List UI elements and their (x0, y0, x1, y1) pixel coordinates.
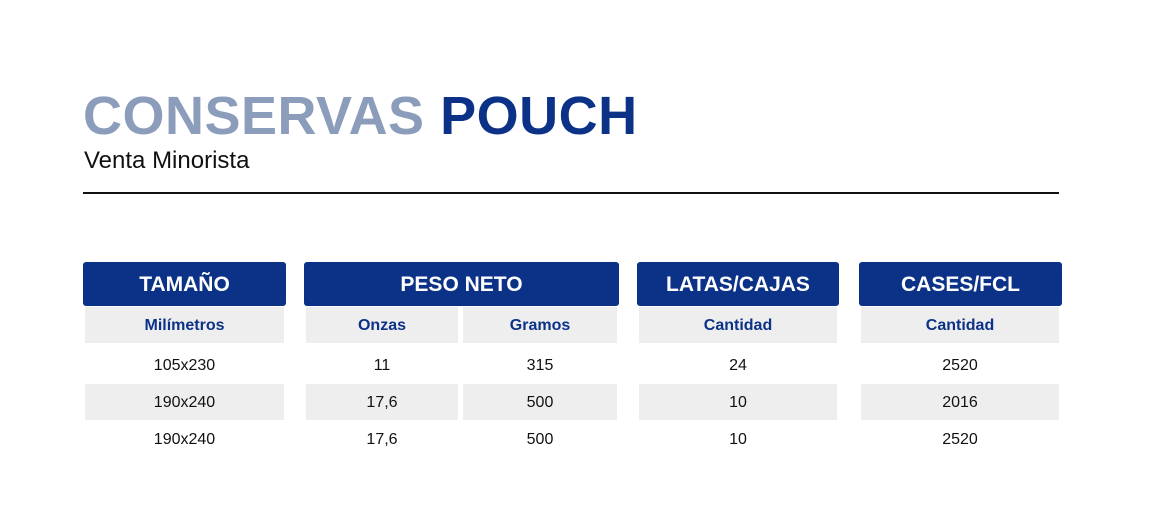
subheader-milimetros: Milímetros (85, 307, 284, 343)
subheader-cantidad-latas: Cantidad (639, 307, 837, 343)
row-1-latas: 24 (729, 357, 747, 374)
row-3-latas: 10 (729, 431, 747, 448)
row-2-onzas: 17,6 (306, 384, 458, 420)
subheader-onzas: Onzas (306, 307, 458, 343)
row-3-cases: 2520 (942, 431, 978, 448)
page-title (83, 84, 638, 148)
row-3-onzas: 17,6 (366, 431, 398, 448)
row-1-tamano: 105x230 (153, 357, 216, 374)
row-2-tamano: 190x240 (85, 384, 284, 420)
page-subtitle: Venta Minorista (84, 147, 250, 174)
row-1-onzas: 11 (373, 357, 391, 374)
row-3-tamano: 190x240 (153, 431, 216, 448)
row-2-gramos: 500 (463, 384, 617, 420)
header-cases-fcl: CASES/FCL (859, 262, 1062, 306)
row-2-latas: 10 (639, 384, 837, 420)
row-1-cases: 2520 (942, 357, 978, 374)
row-3-gramos: 500 (526, 431, 554, 448)
title-part-2: POUCH (440, 86, 638, 146)
row-1-gramos: 315 (526, 357, 554, 374)
subheader-cantidad-cases: Cantidad (861, 307, 1059, 343)
header-tamano: TAMAÑO (83, 262, 286, 306)
title-part-1: CONSERVAS (83, 86, 425, 146)
header-peso-neto: PESO NETO (304, 262, 619, 306)
header-divider (83, 192, 1059, 194)
row-2-cases: 2016 (861, 384, 1059, 420)
header-latas-cajas: LATAS/CAJAS (637, 262, 839, 306)
subheader-gramos: Gramos (463, 307, 617, 343)
